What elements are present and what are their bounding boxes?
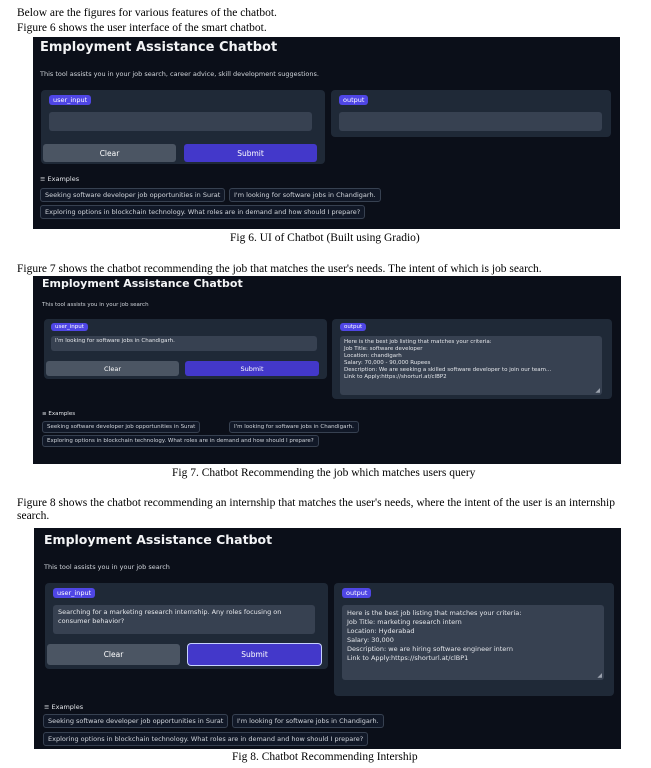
figure6-intro: Figure 6 shows the user interface of the smart chatbot.: [17, 22, 267, 34]
output-label: output: [339, 95, 368, 105]
figure6-caption: Fig 6. UI of Chatbot (Built using Gradio): [230, 232, 420, 244]
app-title: Employment Assistance Chatbot: [44, 532, 273, 547]
input-label: user_input: [53, 588, 95, 598]
output-field: [339, 112, 602, 131]
example-item[interactable]: I'm looking for software jobs in Chandigarh.: [229, 421, 359, 433]
resize-handle-icon[interactable]: ◢: [597, 672, 602, 679]
example-item[interactable]: Seeking software developer job opportunities in Surat: [42, 421, 200, 433]
output-panel: [334, 583, 614, 696]
output-label: output: [342, 588, 371, 598]
app-subtitle: This tool assists you in your job search, career advice, skill development suggestions.: [40, 70, 319, 78]
clear-button[interactable]: Clear: [43, 144, 176, 162]
submit-button[interactable]: Submit: [184, 144, 317, 162]
example-item[interactable]: Exploring options in blockchain technology. What roles are in demand and how should I prepare?: [40, 205, 365, 219]
output-panel: [332, 319, 612, 399]
list-icon: ≡: [44, 703, 50, 711]
user-input-field[interactable]: [49, 112, 312, 131]
input-panel: [45, 583, 328, 669]
list-icon: ≡: [42, 411, 47, 417]
output-panel: [331, 90, 611, 137]
figure7-intro: Figure 7 shows the chatbot recommending the job that matches the user's needs. The intent of which is job search.: [17, 263, 542, 275]
user-input-field[interactable]: Searching for a marketing research internship. Any roles focusing on consumer behavior?: [53, 605, 315, 634]
input-panel: [44, 319, 327, 379]
example-item[interactable]: Exploring options in blockchain technology. What roles are in demand and how should I prepare?: [43, 732, 368, 746]
output-label: output: [340, 323, 366, 331]
example-item[interactable]: Seeking software developer job opportunities in Surat: [43, 714, 228, 728]
list-icon: ≡: [40, 175, 46, 183]
figure7-caption: Fig 7. Chatbot Recommending the job which matches users query: [172, 467, 476, 479]
example-item[interactable]: Exploring options in blockchain technology. What roles are in demand and how should I prepare?: [42, 435, 319, 447]
output-field: Here is the best job listing that matches your criteria: Job Title: marketing research intern Location: Hyderabad Salary: 30,000 Description: we are hiring software engineer intern Link to Apply:https://shorturl.at/clBP1 ◢: [342, 605, 604, 680]
submit-button[interactable]: Submit: [188, 644, 321, 665]
resize-handle-icon[interactable]: ◢: [595, 387, 600, 394]
output-field: Here is the best job listing that matches your criteria: Job Title: software developer Location: chandigarh Salary: 70,000 - 90,000 Rupees Description: We are seeking a skilled software developer to join our team... Link to Apply:https://shorturl.at/clBP2 ◢: [340, 336, 602, 395]
examples-heading: ≡ Examples: [42, 411, 76, 417]
figure8-screenshot: [34, 528, 621, 749]
input-panel: [41, 90, 325, 164]
examples-heading: ≡ Examples: [44, 703, 84, 711]
figure6-screenshot: [33, 37, 620, 229]
input-label: user_input: [49, 95, 91, 105]
figure8-caption: Fig 8. Chatbot Recommending Intership: [232, 751, 418, 763]
clear-button[interactable]: Clear: [46, 361, 179, 376]
figure8-intro: Figure 8 shows the chatbot recommending an internship that matches the user's needs, where the intent of the user is an internship search.: [17, 497, 616, 522]
example-item[interactable]: I'm looking for software jobs in Chandigarh.: [232, 714, 384, 728]
user-input-field[interactable]: I'm looking for software jobs in Chandigarh.: [51, 336, 317, 351]
submit-button[interactable]: Submit: [185, 361, 319, 376]
app-subtitle: This tool assists you in your job search: [42, 302, 149, 308]
figure7-screenshot: [33, 276, 621, 464]
examples-heading: ≡ Examples: [40, 175, 80, 183]
app-subtitle: This tool assists you in your job search: [44, 563, 170, 571]
app-title: Employment Assistance Chatbot: [40, 40, 278, 55]
clear-button[interactable]: Clear: [47, 644, 180, 665]
input-label: user_input: [51, 323, 88, 331]
app-title: Employment Assistance Chatbot: [42, 277, 243, 290]
example-item[interactable]: Seeking software developer job opportunities in Surat: [40, 188, 225, 202]
example-item[interactable]: I'm looking for software jobs in Chandigarh.: [229, 188, 381, 202]
intro-paragraph: Below are the figures for various features of the chatbot.: [17, 7, 277, 19]
